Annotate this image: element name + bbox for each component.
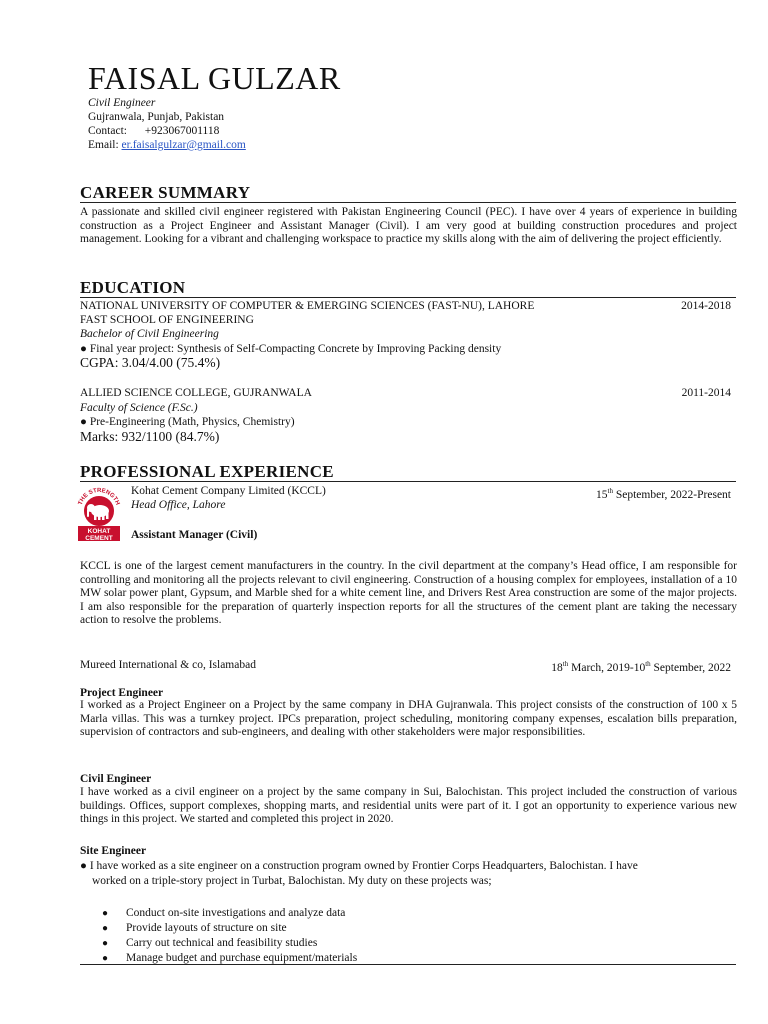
logo-kohat-text: KOHAT — [87, 528, 111, 535]
experience-heading: PROFESSIONAL EXPERIENCE — [80, 462, 334, 481]
list-item — [102, 921, 602, 936]
list-item-text: Manage budget and purchase equipment/materials — [126, 952, 358, 964]
date-middle: March, 2019-10 — [568, 661, 646, 674]
contact-label: Contact: — [88, 125, 127, 137]
education-detail: ● Final year project: Synthesis of Self-Compacting Concrete by Improving Packing density — [80, 343, 502, 355]
role-title: Assistant Manager (Civil) — [131, 529, 258, 541]
logo-cement-text: CEMENT — [85, 535, 113, 542]
date-suffix: th — [607, 487, 613, 495]
role-description-line: worked on a triple-story project in Turbat, Balochistan. My duty on these projects was; — [92, 875, 492, 887]
list-item — [102, 906, 602, 921]
bullet-icon: ● — [102, 908, 109, 919]
education-school: FAST SCHOOL OF ENGINEERING — [80, 314, 254, 326]
role-description: I worked as a Project Engineer on a Project by the same company in DHA Gujranwala. This project consists of the construction of 100 x 5 Marla villas. This was a turnkey project. IPCs preparation, project scheduling, monitoring company expenses, escalation bills preparation, supervision of contractors and sub-engineers, and dealing with other stakeholders were major responsibilities. — [80, 699, 737, 739]
company-name: Kohat Cement Company Limited (KCCL) — [131, 485, 326, 497]
bullet-icon: ● — [102, 953, 109, 964]
date-end: September, 2022 — [650, 661, 731, 674]
education-degree: Bachelor of Civil Engineering — [80, 328, 219, 340]
bullet-icon: ● — [102, 938, 109, 949]
email-row — [88, 138, 246, 152]
education-institution: NATIONAL UNIVERSITY OF COMPUTER & EMERGING SCIENCES (FAST-NU), LAHORE — [80, 300, 535, 312]
list-item-text: Provide layouts of structure on site — [126, 922, 287, 934]
education-institution: ALLIED SCIENCE COLLEGE, GUJRANWALA — [80, 387, 312, 399]
divider — [80, 964, 736, 965]
kohat-cement-logo — [76, 484, 122, 542]
education-detail: ● Pre-Engineering (Math, Physics, Chemistry) — [80, 416, 295, 428]
career-summary-heading: CAREER SUMMARY — [80, 183, 251, 202]
education-degree: Faculty of Science (F.Sc.) — [80, 402, 198, 414]
divider — [80, 297, 736, 298]
bullet-icon: ● — [102, 923, 109, 934]
divider — [80, 481, 736, 482]
education-years: 2014-2018 — [681, 300, 731, 312]
date-day: 18 — [551, 661, 563, 674]
job-title: Civil Engineer — [88, 97, 156, 109]
list-item-text: Carry out technical and feasibility studies — [126, 937, 318, 949]
employment-dates — [596, 484, 731, 502]
divider — [80, 202, 736, 203]
office-location: Head Office, Lahore — [131, 499, 226, 511]
education-heading: EDUCATION — [80, 278, 186, 297]
date-day: 15 — [596, 488, 608, 501]
education-years: 2011-2014 — [681, 387, 731, 399]
role-title: Civil Engineer — [80, 773, 152, 785]
role-description-line: ● I have worked as a site engineer on a construction program owned by Frontier Corps Headquarters, Balochistan. I have — [80, 860, 638, 872]
contact-row — [88, 124, 219, 138]
company-name: Mureed International & co, Islamabad — [80, 659, 256, 671]
list-item-text: Conduct on-site investigations and analyze data — [126, 907, 346, 919]
date-suffix: th — [562, 660, 569, 668]
list-item — [102, 936, 602, 951]
education-score: CGPA: 3.04/4.00 (75.4%) — [80, 355, 221, 370]
role-description: KCCL is one of the largest cement manufacturers in the country. In the civil department at the company’s Head office, I am responsible for controlling and monitoring all the projects relevant to civil engineering. Construction of a housing complex for employees, installation of a 10 MW solar power plant, Gypsum, and Marble shed for a white cement line, and Drivers Rest Area construction are some of the major projects. I am also responsible for the preparation of quarterly inspection reports for all the structures of the cement plant are taking the necessary action to resolve the problems. — [80, 560, 737, 627]
date-rest: September, 2022-Present — [612, 488, 731, 501]
role-description: I have worked as a civil engineer on a project by the same company in Sui, Balochistan. This project included the construction of various buildings. Offices, support complexes, shopping marts, and residential units were part of it. I got an opportunity to experience various new things in this project. We started and completed this project in 2020. — [80, 786, 737, 826]
email-label: Email: — [88, 139, 119, 151]
role-title: Site Engineer — [80, 845, 147, 857]
employment-dates — [551, 657, 731, 675]
education-score: Marks: 932/1100 (84.7%) — [80, 429, 220, 444]
career-summary-text: A passionate and skilled civil engineer registered with Pakistan Engineering Council (PEC). I have over 4 years of experience in building construction as a Project Engineer and Assistant Manager (Civil). I am very good at building construction procedures and project management. Looking for a vibrant and challenging workspace to practice my skills along with the aim of delivering the project efficiently. — [80, 206, 737, 246]
email-link[interactable]: er.faisalgulzar@gmail.com — [121, 139, 246, 151]
logo-arc-text: THE STRENGTH — [77, 487, 121, 507]
candidate-name: FAISAL GULZAR — [88, 60, 341, 96]
contact-phone: +923067001118 — [144, 125, 220, 137]
location: Gujranwala, Punjab, Pakistan — [88, 111, 225, 123]
duties-list — [102, 906, 602, 966]
date-suffix: th — [645, 660, 651, 668]
role-title: Project Engineer — [80, 687, 164, 699]
